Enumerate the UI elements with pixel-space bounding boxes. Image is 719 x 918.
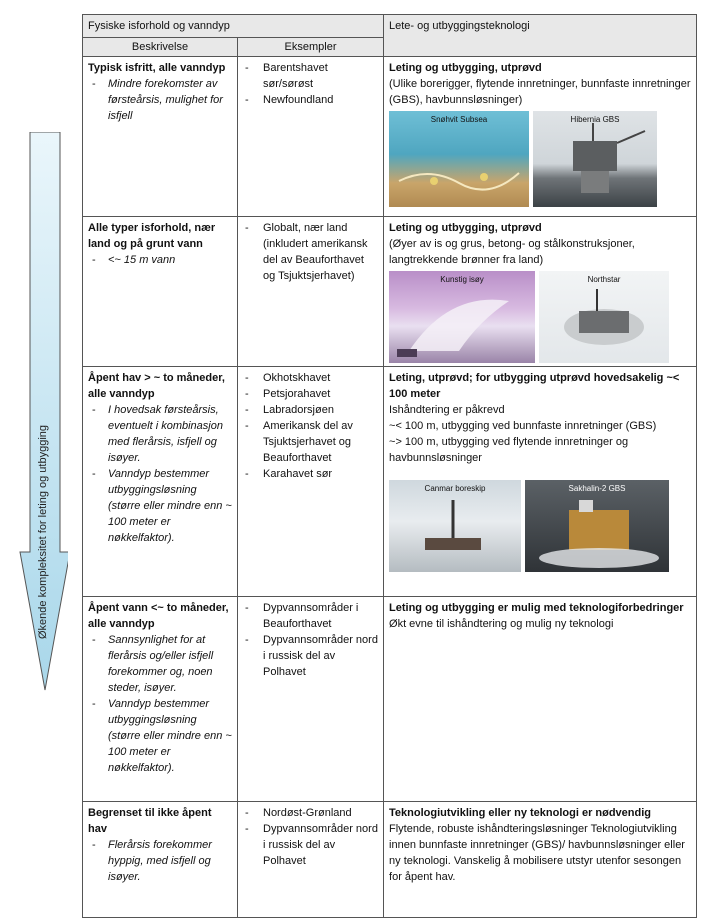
photo-sakhalin-2-gbs (525, 480, 669, 572)
row-title: Begrenset til ikke åpent hav (88, 807, 212, 835)
description-item: - Mindre forekomster av førsteårsis, mulighet for isfjell (88, 76, 232, 124)
example-item: - Dypvannsområder nord i russisk del av Polhavet (243, 821, 378, 869)
tech-text: Ishåndtering er påkrevd (389, 404, 505, 416)
tech-text: Økt evne til ishåndtering og mulig ny teknologi (389, 618, 614, 630)
example-item: - Petsjorahavet (243, 386, 378, 402)
ice-conditions-table (82, 14, 697, 918)
photo-kunstig-isoy (389, 271, 535, 363)
example-item: - Okhotskhavet (243, 370, 378, 386)
example-item: - Nordøst-Grønland (243, 805, 378, 821)
example-item: - Globalt, nær land (inkludert amerikansk del av Beauforthavet og Tsjuktsjerhavet) (243, 220, 378, 284)
description-item: - <~ 15 m vann (88, 252, 232, 268)
table-row (83, 57, 697, 217)
complexity-arrow (18, 132, 68, 692)
header-technology: Lete- og utbyggingsteknologi (384, 15, 697, 57)
description-item: - Sannsynlighet for at flerårsis og/eller isfjell forekommer og, noen steder, isøyer. (88, 632, 232, 696)
example-item: - Dypvannsområder nord i russisk del av Polhavet (243, 632, 378, 680)
row-title: Åpent hav > ~ to måneder, alle vanndyp (88, 372, 225, 400)
tech-title: Leting og utbygging, utprøvd (389, 62, 542, 74)
header-examples: Eksempler (238, 38, 384, 57)
example-item: - Barentshavet sør/sørøst (243, 60, 378, 92)
tech-text: ~< 100 m, utbygging ved bunnfaste innretninger (GBS) (389, 420, 657, 432)
example-item: - Dypvannsområder i Beauforthavet (243, 600, 378, 632)
description-item: - Vanndyp bestemmer utbyggingsløsning (større eller mindre enn ~ 100 meter er nøkkelfaktor). (88, 696, 232, 776)
table-row (83, 802, 697, 918)
photo-northstar (539, 271, 669, 363)
tech-text: ~> 100 m, utbygging ved flytende innretninger og havbunnsløsninger (389, 436, 629, 464)
row-title: Alle typer isforhold, nær land og på grunt vann (88, 222, 216, 250)
description-item: - Vanndyp bestemmer utbyggingsløsning (større eller mindre enn ~ 100 meter er nøkkelfaktor). (88, 466, 232, 546)
tech-text: (Øyer av is og grus, betong- og stålkonstruksjoner, langtrekkende brønner fra land) (389, 238, 635, 266)
tech-title: Leting og utbygging er mulig med teknologiforbedringer (389, 602, 684, 614)
photo-caption: Northstar (587, 275, 621, 284)
tech-title: Leting, utprøvd; for utbygging utprøvd hovedsakelig ~< 100 meter (389, 372, 680, 400)
photo-caption: Sakhalin-2 GBS (568, 484, 626, 493)
photo-hibernia-gbs (533, 111, 657, 207)
row-title: Åpent vann <~ to måneder, alle vanndyp (88, 602, 229, 630)
example-item: - Labradorsjøen (243, 402, 378, 418)
description-item: - Flerårsis forekommer hyppig, med isfjell og isøyer. (88, 837, 232, 885)
photo-caption: Canmar boreskip (424, 484, 486, 493)
example-item: - Karahavet sør (243, 466, 378, 482)
photo-caption: Kunstig isøy (440, 275, 484, 284)
table-row (83, 597, 697, 802)
table-row (83, 217, 697, 367)
tech-text: (Ulike borerigger, flytende innretninger, bunnfaste innretninger (GBS), havbunnsløsninger) (389, 78, 691, 106)
header-physical: Fysiske isforhold og vanndyp (83, 15, 384, 38)
description-item: - I hovedsak førsteårsis, eventuelt i kombinasjon med flerårsis, isfjell og isøyer. (88, 402, 232, 466)
header-description: Beskrivelse (83, 38, 238, 57)
tech-title: Leting og utbygging, utprøvd (389, 222, 542, 234)
table-row (83, 367, 697, 597)
photo-canmar-boreskip (389, 480, 521, 572)
row-title: Typisk isfritt, alle vanndyp (88, 62, 226, 74)
tech-text: Flytende, robuste ishåndteringsløsninger Teknologiutvikling innen bunnfaste innretninger (GBS)/ havbunnsløsninger eller ny teknologi. Vanskelig å mobilisere utstyr utenfor sesongen for åpent hav. (389, 823, 685, 883)
tech-title: Teknologiutvikling eller ny teknologi er nødvendig (389, 807, 652, 819)
photo-caption: Snøhvit Subsea (430, 115, 488, 124)
arrow-label: Økende kompleksitet for leting og utbygging (37, 424, 49, 640)
example-item: - Amerikansk del av Tsjuktsjerhavet og Beauforthavet (243, 418, 378, 466)
example-item: - Newfoundland (243, 92, 378, 108)
photo-caption: Hibernia GBS (570, 115, 620, 124)
photo-snohvit-subsea (389, 111, 529, 207)
